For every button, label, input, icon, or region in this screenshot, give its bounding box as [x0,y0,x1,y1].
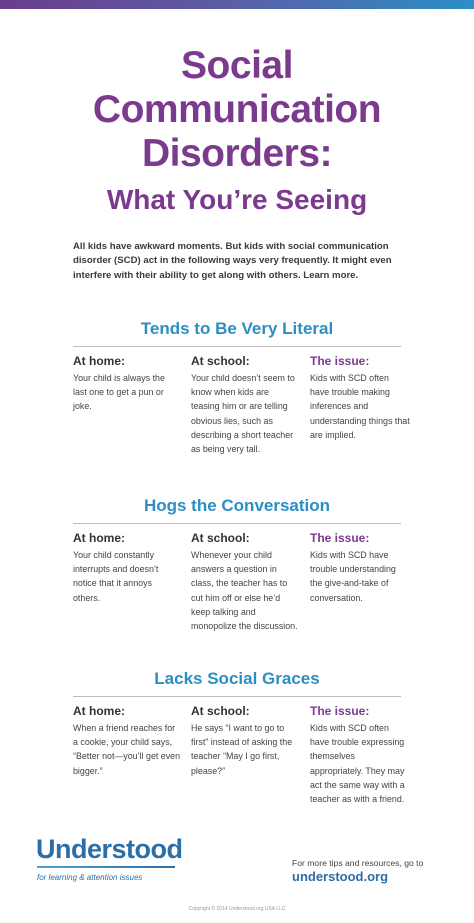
column-heading: At home: [73,704,125,718]
column-at-home [73,531,181,605]
section-divider [73,523,401,524]
column-heading: At school: [191,354,250,368]
section-divider [73,346,401,347]
page-subtitle: What You’re Seeing [106,184,368,215]
column-the-issue [310,531,410,605]
understood-logo[interactable]: Understood [36,834,183,864]
section-title: Tends to Be Very Literal [140,319,334,338]
section-title: Lacks Social Graces [154,669,320,688]
column-text: He says “I want to go to first” instead of asking the teacher “May I go first, please?” [191,723,293,776]
copyright-text: Copyright © 2014 Understood.org USA LLC [188,906,286,912]
column-at-school [191,531,299,633]
column-the-issue [310,354,410,442]
column-at-home [73,354,181,414]
column-text: Kids with SCD have trouble understanding the give-and-take of conversation. [310,550,396,603]
column-text: Your child is always the last one to get a pun or joke. [73,373,165,412]
column-text: Your child doesn’t seem to know when kids are teasing him or are telling obvious lies, such as describing a short teacher as being very tall. [191,373,295,455]
top-gradient-bar [0,0,474,9]
column-at-home [73,704,181,778]
column-text: Kids with SCD often have trouble expressing themselves appropriately. They may act the same way with a teacher as with a friend. [310,723,405,805]
column-heading: At home: [73,354,125,368]
section-title: Hogs the Conversation [143,496,331,515]
column-heading: The issue: [310,704,370,718]
column-text: Whenever your child answers a question in class, the teacher has to cut him off or else he’d keep talking and monopolize the discussion. [191,550,298,632]
column-at-school [191,354,299,456]
page-title [0,44,474,220]
column-at-school [191,704,299,778]
column-heading: At home: [73,531,125,545]
more-resources-text: For more tips and resources, go to [292,858,424,868]
logo-underline [37,866,175,868]
section-divider [73,696,401,697]
title-line-2: Communication [92,88,382,131]
column-heading: The issue: [310,354,370,368]
intro-paragraph: All kids have awkward moments. But kids with social communication disorder (SCD) act in the following ways very frequently. It might even interfere with their ability to get along with others. Learn more. [73,241,392,281]
column-heading: At school: [191,704,250,718]
title-line-1: Social [181,44,293,87]
column-the-issue [310,704,410,806]
column-heading: The issue: [310,531,370,545]
column-text: When a friend reaches for a cookie, your child says, “Better not—you’ll get even bigger.” [73,723,181,776]
logo-tagline: for learning & attention issues [37,873,143,882]
column-heading: At school: [191,531,250,545]
column-text: Kids with SCD often have trouble making inferences and understanding things that are implied. [310,373,410,440]
column-text: Your child constantly interrupts and doesn’t notice that it annoys others. [73,550,159,603]
title-line-3: Disorders: [141,132,333,175]
understood-link[interactable]: understood.org [292,869,389,884]
